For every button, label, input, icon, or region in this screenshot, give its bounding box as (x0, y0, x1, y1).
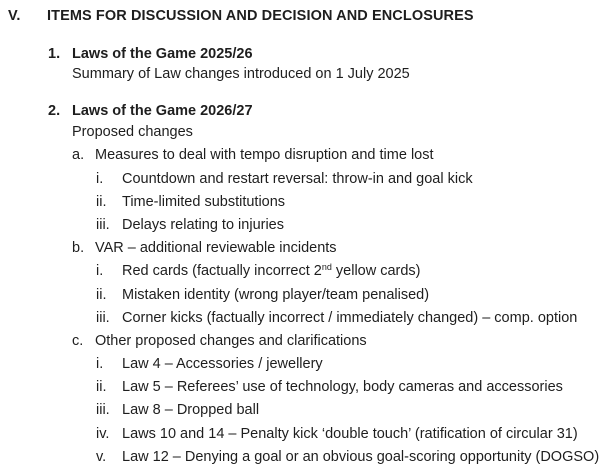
entry-numeral: ii. (96, 287, 107, 303)
group-letter: c. (72, 333, 84, 349)
ordinal-superscript: nd (321, 262, 332, 272)
group-label: Measures to deal with tempo disruption and time lost (95, 147, 434, 163)
entry-text-before: Red cards (factually incorrect 2 (122, 263, 322, 279)
item-subtitle: Proposed changes (72, 124, 193, 140)
entry-numeral: i. (96, 171, 104, 187)
item-number: 2. (48, 103, 61, 119)
entry-text: Laws 10 and 14 – Penalty kick ‘double touch’ (ratification of circular 31) (122, 426, 578, 442)
entry-numeral: iii. (96, 310, 110, 326)
entry-text: Law 5 – Referees’ use of technology, body cameras and accessories (122, 379, 563, 395)
entry-text: Countdown and restart reversal: throw-in and goal kick (122, 171, 473, 187)
entry-text: Law 4 – Accessories / jewellery (122, 356, 323, 372)
group-letter: b. (72, 240, 85, 256)
item-title: Laws of the Game 2025/26 (72, 46, 253, 62)
entry-text (122, 261, 421, 281)
group-letter: a. (72, 147, 85, 163)
entry-text: Time-limited substitutions (122, 194, 286, 210)
section-number: V. (8, 8, 21, 24)
entry-text: Law 12 – Denying a goal or an obvious goal-scoring opportunity (DOGSO) (122, 449, 600, 465)
entry-numeral: iii. (96, 402, 110, 418)
item-number: 1. (48, 46, 61, 62)
entry-text: Mistaken identity (wrong player/team penalised) (122, 287, 430, 303)
group-label: Other proposed changes and clarifications (95, 333, 367, 349)
entry-numeral: iv. (96, 426, 110, 442)
group-label: VAR – additional reviewable incidents (95, 240, 337, 256)
entry-numeral: i. (96, 356, 104, 372)
entry-text: Delays relating to injuries (122, 217, 284, 233)
item-subtitle: Summary of Law changes introduced on 1 July 2025 (72, 66, 410, 82)
entry-numeral: v. (96, 449, 107, 465)
entry-text-after: yellow cards) (331, 263, 421, 279)
entry-text: Corner kicks (factually incorrect / immediately changed) – comp. option (122, 310, 578, 326)
entry-numeral: i. (96, 263, 104, 279)
entry-numeral: ii. (96, 379, 107, 395)
entry-numeral: ii. (96, 194, 107, 210)
entry-text: Law 8 – Dropped ball (122, 402, 260, 418)
item-title: Laws of the Game 2026/27 (72, 103, 253, 119)
section-title: ITEMS FOR DISCUSSION AND DECISION AND ENCLOSURES (47, 8, 474, 24)
entry-numeral: iii. (96, 217, 110, 233)
